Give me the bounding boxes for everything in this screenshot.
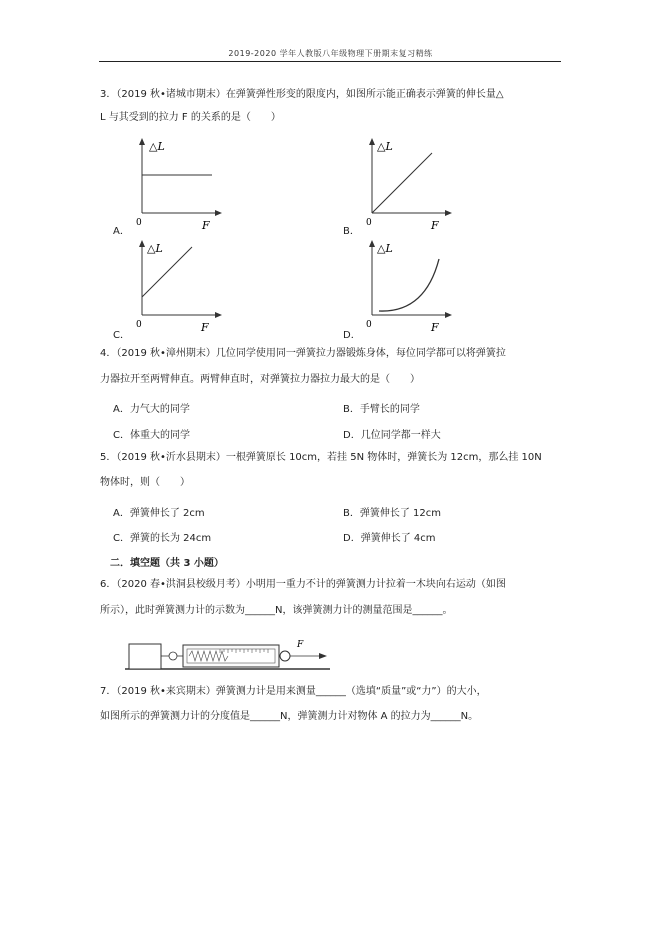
q7-line1: 7．（2019 秋•来宾期末）弹簧测力计是用来测量______（选填“质量”或“力”）的大小， bbox=[100, 686, 487, 697]
graph-b bbox=[335, 135, 455, 235]
q5-option-b[interactable]: B．弹簧伸长了 12cm bbox=[343, 508, 442, 519]
q5-option-c[interactable]: C．弹簧的长为 24cm bbox=[113, 533, 212, 544]
q4-line2: 力器拉开至两臂伸直。两臂伸直时，对弹簧拉力器拉力最大的是（ ） bbox=[100, 374, 420, 385]
q5-option-a[interactable]: A．弹簧伸长了 2cm bbox=[113, 508, 205, 519]
q3-option-c[interactable]: C． bbox=[113, 330, 130, 341]
graph-d-xlabel: F bbox=[431, 321, 439, 334]
graph-c bbox=[105, 237, 225, 337]
q6-line1: 6．（2020 春•洪洞县校级月考）小明用一重力不计的弹簧测力计拉着一木块向右运动（如图 bbox=[100, 579, 506, 590]
graph-d-ylabel: △L bbox=[377, 242, 393, 255]
q5-line2: 物体时，则（ ） bbox=[100, 477, 190, 488]
q3-option-b[interactable]: B． bbox=[343, 226, 360, 237]
q4-line1: 4．（2019 秋•漳州期末）几位同学使用同一弹簧拉力器锻炼身体，每位同学都可以将弹簧拉 bbox=[100, 348, 506, 359]
graph-a bbox=[105, 135, 225, 235]
graph-d bbox=[335, 237, 455, 337]
graph-a-origin: 0 bbox=[136, 218, 142, 228]
q3-option-a[interactable]: A． bbox=[113, 226, 130, 237]
graph-a-ylabel: △L bbox=[149, 140, 165, 153]
q3-line2: L 与其受到的拉力 F 的关系的是（ ） bbox=[100, 112, 281, 123]
page-header: 2019-2020 学年人教版八年级物理下册期末复习精练 bbox=[228, 49, 433, 58]
graph-a-xlabel: F bbox=[202, 219, 210, 232]
header-rule bbox=[99, 61, 561, 62]
q4-option-a[interactable]: A．力气大的同学 bbox=[113, 404, 190, 415]
graph-c-ylabel: △L bbox=[147, 242, 163, 255]
spring-scale-figure bbox=[125, 630, 335, 672]
q4-option-c[interactable]: C．体重大的同学 bbox=[113, 430, 190, 441]
graph-d-origin: 0 bbox=[366, 320, 372, 330]
q5-option-d[interactable]: D．弹簧伸长了 4cm bbox=[343, 533, 436, 544]
q5-line1: 5．（2019 秋•沂水县期末）一根弹簧原长 10cm，若挂 5N 物体时，弹簧长为 12cm，那么挂 10N bbox=[100, 452, 542, 463]
q3-line1: 3．（2019 秋•诸城市期末）在弹簧弹性形变的限度内，如图所示能正确表示弹簧的伸长量△ bbox=[100, 89, 504, 100]
q4-option-d[interactable]: D．几位同学都一样大 bbox=[343, 430, 441, 441]
q6-line2: 所示），此时弹簧测力计的示数为______N，该弹簧测力计的测量范围是______。 bbox=[100, 605, 453, 616]
force-label: F bbox=[297, 640, 304, 650]
graph-c-origin: 0 bbox=[136, 320, 142, 330]
q3-option-d[interactable]: D． bbox=[343, 330, 361, 341]
section-title: 二．填空题（共 3 小题） bbox=[110, 558, 224, 569]
graph-b-ylabel: △L bbox=[377, 140, 393, 153]
graph-b-xlabel: F bbox=[431, 219, 439, 232]
graph-c-xlabel: F bbox=[201, 321, 209, 334]
graph-b-origin: 0 bbox=[366, 218, 372, 228]
q4-option-b[interactable]: B．手臂长的同学 bbox=[343, 404, 420, 415]
q7-line2: 如图所示的弹簧测力计的分度值是______N，弹簧测力计对物体 A 的拉力为______N。 bbox=[100, 711, 479, 722]
